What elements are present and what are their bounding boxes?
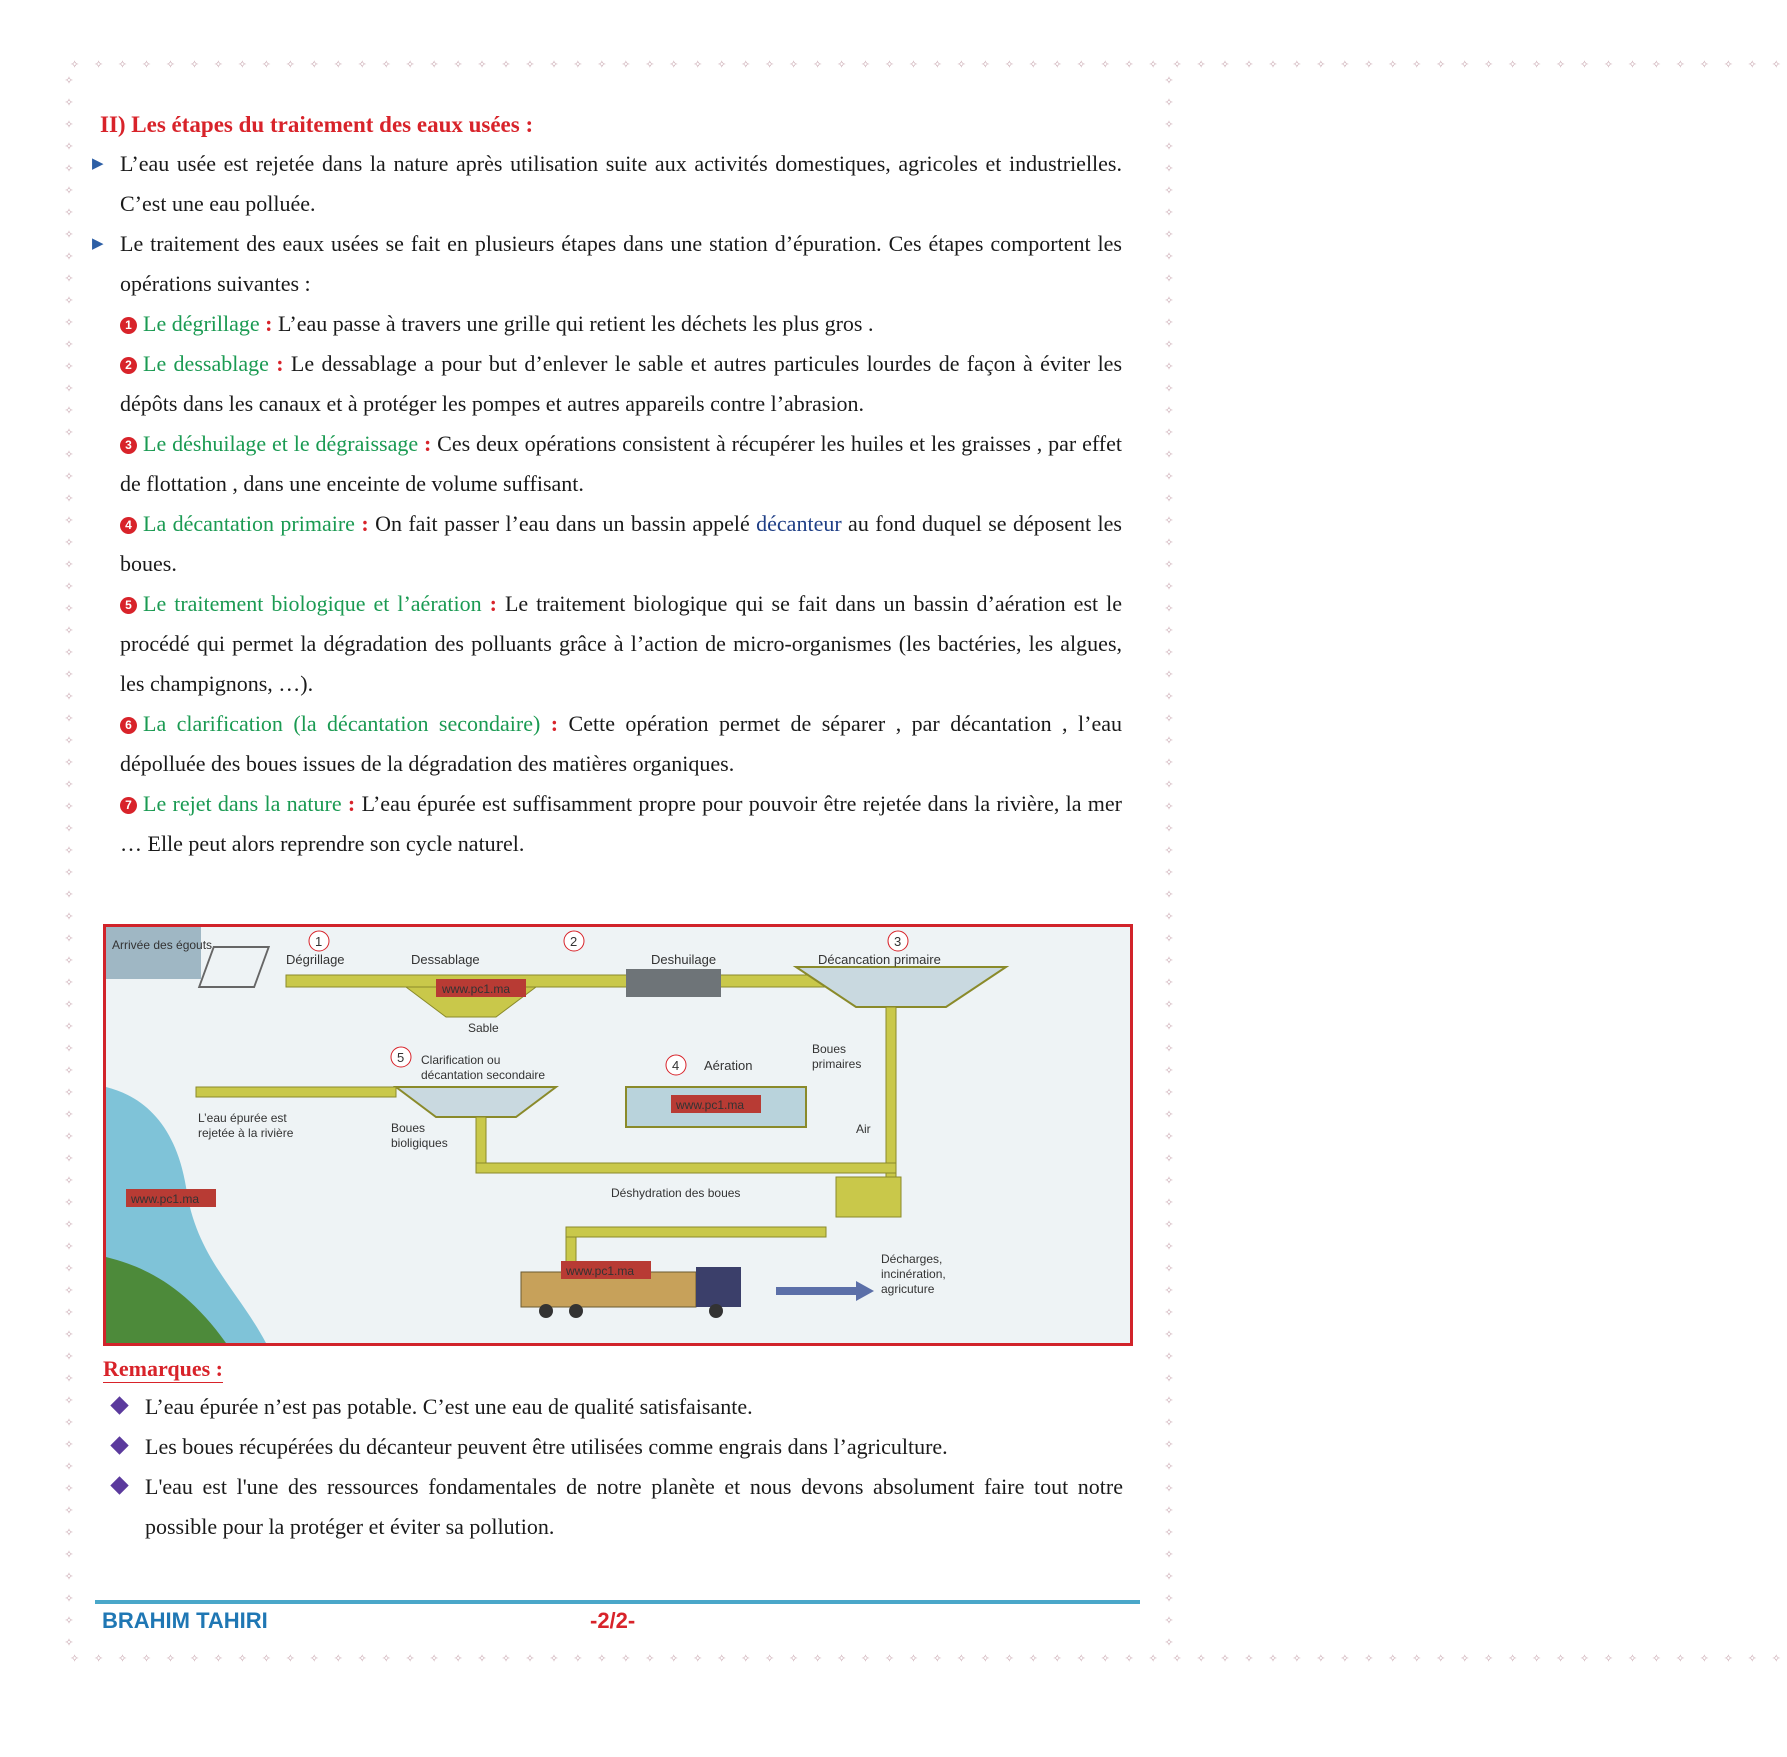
step-text-end: au fond duquel se déposent les boues.	[120, 511, 1122, 576]
label-decancation: Décancation primaire	[818, 952, 941, 967]
step-number-badge: 2	[120, 357, 137, 374]
step-label: Le dessablage	[143, 351, 269, 376]
step-4: 4 La décantation primaire : On fait passer l’eau dans un bassin appelé décanteur au fond duquel se déposent les boues.	[120, 511, 1122, 576]
step-text: Ces deux opérations consistent à récupérer les huiles et les graisses , par effet de flottation , dans une enceinte de volume suffisant.	[120, 431, 1122, 496]
remarks-section	[103, 1356, 1123, 1547]
intro-paragraph-2: ▶ Le traitement des eaux usées se fait en plusieurs étapes dans une station d’épuration. Ces étapes comportent les opérations suivantes :	[100, 224, 1122, 304]
decorative-border-top: ✧ ✧ ✧ ✧ ✧ ✧ ✧ ✧ ✧ ✧ ✧ ✧ ✧ ✧ ✧ ✧ ✧ ✧ ✧ ✧ ✧ ✧ ✧ ✧ ✧ ✧ ✧ ✧ ✧ ✧ ✧ ✧ ✧ ✧ ✧ ✧ ✧ ✧ ✧ ✧ ✧ ✧ ✧ ✧ ✧ ✧ ✧ ✧ ✧ ✧ ✧ ✧ ✧ ✧ ✧ ✧ ✧ ✧ ✧ ✧ ✧ ✧ ✧ ✧ ✧ ✧ ✧ ✧ ✧ ✧ ✧ ✧	[70, 59, 1787, 71]
svg-text:5: 5	[397, 1050, 405, 1065]
label-dessablage: Dessablage	[411, 952, 480, 967]
svg-text:primaires: primaires	[812, 1057, 862, 1071]
svg-text:agricuture: agricuture	[881, 1282, 935, 1296]
svg-text:4: 4	[672, 1058, 680, 1073]
step-number-badge: 5	[120, 597, 137, 614]
svg-text:www.pc1.ma: www.pc1.ma	[442, 982, 511, 996]
svg-text:www.pc1.ma: www.pc1.ma	[131, 1192, 200, 1206]
step-number-badge: 1	[120, 317, 137, 334]
step-6: 6 La clarification (la décantation secondaire) : Cette opération permet de séparer , par décantation , l’eau dépolluée des boues issues de la dégradation des matières organiques.	[120, 711, 1122, 776]
step-text: L’eau passe à travers une grille qui retient les déchets les plus gros .	[278, 311, 874, 336]
triangle-bullet-icon: ▶	[92, 236, 104, 252]
step-highlight-term: décanteur	[756, 511, 842, 536]
label-air: Air	[856, 1122, 871, 1136]
svg-text:3: 3	[894, 934, 902, 949]
svg-text:bioligiques: bioligiques	[391, 1136, 448, 1150]
footer-divider	[95, 1600, 1140, 1604]
step-5: 5 Le traitement biologique et l’aération : Le traitement biologique qui se fait dans un bassin d’aération est le procédé qui permet la dégradation des polluants grâce à l’action de micro-organismes (les bactéries, les algues, les champignons, …).	[120, 591, 1122, 696]
svg-text:www.pc1.ma: www.pc1.ma	[676, 1098, 745, 1112]
svg-text:1: 1	[315, 934, 323, 949]
footer-author: BRAHIM TAHIRI	[102, 1608, 268, 1633]
return-pipe	[476, 1163, 896, 1173]
arrow-decharges-icon	[776, 1287, 856, 1295]
footer-page-number: -2/2-	[590, 1608, 636, 1633]
step-label: Le traitement biologique et l’aération	[143, 591, 482, 616]
diamond-bullet-icon	[110, 1476, 128, 1494]
section-title: II) Les étapes du traitement des eaux usées :	[100, 112, 534, 137]
label-boues-biologiques: Boues	[391, 1121, 426, 1135]
decorative-border-bottom: ✧ ✧ ✧ ✧ ✧ ✧ ✧ ✧ ✧ ✧ ✧ ✧ ✧ ✧ ✧ ✧ ✧ ✧ ✧ ✧ ✧ ✧ ✧ ✧ ✧ ✧ ✧ ✧ ✧ ✧ ✧ ✧ ✧ ✧ ✧ ✧ ✧ ✧ ✧ ✧ ✧ ✧ ✧ ✧ ✧ ✧ ✧ ✧ ✧ ✧ ✧ ✧ ✧ ✧ ✧ ✧ ✧ ✧ ✧ ✧ ✧ ✧ ✧ ✧ ✧ ✧ ✧ ✧ ✧ ✧ ✧ ✧	[70, 1653, 1787, 1665]
svg-text:2: 2	[570, 934, 578, 949]
sewer-pipe	[106, 927, 201, 979]
step-label: Le déshuilage et le dégraissage	[143, 431, 419, 456]
step-3: 3 Le déshuilage et le dégraissage : Ces deux opérations consistent à récupérer les huiles et les graisses , par effet de flottation , dans une enceinte de volume suffisant.	[120, 431, 1122, 496]
treatment-plant-diagram	[103, 924, 1133, 1346]
label-boues-primaires: Boues	[812, 1042, 847, 1056]
remark-item: L'eau est l'une des ressources fondamentales de notre planète et nous devons absolument faire tout notre possible pour la protéger et éviter sa pollution.	[103, 1467, 1123, 1547]
diamond-bullet-icon	[110, 1396, 128, 1414]
decorative-border-left: ✧ ✧ ✧ ✧ ✧ ✧ ✧ ✧ ✧ ✧ ✧ ✧ ✧ ✧ ✧ ✧ ✧ ✧ ✧ ✧ ✧ ✧ ✧ ✧ ✧ ✧ ✧ ✧ ✧ ✧ ✧ ✧ ✧ ✧ ✧ ✧ ✧ ✧ ✧ ✧ ✧ ✧ ✧ ✧ ✧ ✧ ✧ ✧ ✧ ✧ ✧ ✧ ✧ ✧ ✧ ✧ ✧ ✧ ✧ ✧ ✧ ✧ ✧ ✧ ✧ ✧ ✧ ✧ ✧ ✧ ✧ ✧	[64, 75, 74, 1649]
label-degrillage: Dégrillage	[286, 952, 345, 967]
remark-item: L’eau épurée n’est pas potable. C’est une eau de qualité satisfaisante.	[103, 1387, 1123, 1427]
sludge-tank	[836, 1177, 901, 1217]
step-number-badge: 4	[120, 517, 137, 534]
step-text: Cette opération permet de séparer , par décantation , l’eau dépolluée des boues issues de la dégradation des matières organiques.	[120, 711, 1122, 776]
truck-cab-icon	[696, 1267, 741, 1307]
main-channel	[286, 975, 886, 987]
label-deshuilage: Deshuilage	[651, 952, 717, 967]
deshuilage-tank	[626, 969, 721, 997]
step-label: La décantation primaire	[143, 511, 355, 536]
svg-text:rejetée à la rivière: rejetée à la rivière	[198, 1126, 294, 1140]
label-arrivee: Arrivée des égouts	[112, 938, 213, 952]
step-label: Le dégrillage	[143, 311, 260, 336]
svg-text:www.pc1.ma: www.pc1.ma	[566, 1264, 635, 1278]
label-decharges: Décharges,	[881, 1252, 943, 1266]
label-aeration: Aération	[704, 1058, 753, 1073]
label-eau-epuree: L’eau épurée est	[198, 1111, 287, 1125]
dehydration-belt	[566, 1227, 826, 1237]
label-clarification: Clarification ou	[421, 1053, 501, 1067]
svg-text:décantation secondaire: décantation secondaire	[421, 1068, 546, 1082]
step-text: Le dessablage a pour but d’enlever le sable et autres particules lourdes de façon à éviter les dépôts dans les canaux et à protéger les pompes et autres appareils contre l’abrasion.	[120, 351, 1123, 416]
remark-item: Les boues récupérées du décanteur peuvent être utilisées comme engrais dans l’agriculture.	[103, 1427, 1123, 1467]
step-number-badge: 6	[120, 717, 137, 734]
step-number-badge: 7	[120, 797, 137, 814]
label-sable: Sable	[468, 1021, 499, 1035]
label-deshydratation: Déshydration des boues	[611, 1186, 741, 1200]
remarks-title: Remarques :	[103, 1356, 223, 1381]
step-2: 2 Le dessablage : Le dessablage a pour but d’enlever le sable et autres particules lourdes de façon à éviter les dépôts dans les canaux et à protéger les pompes et autres appareils contre l’abrasion.	[120, 351, 1123, 416]
step-label: La clarification (la décantation secondaire)	[143, 711, 541, 736]
main-content	[92, 112, 1123, 864]
step-label: Le rejet dans la nature	[143, 791, 342, 816]
step-text: L’eau épurée est suffisamment propre pour pouvoir être rejetée dans la rivière, la mer … Elle peut alors reprendre son cycle naturel.	[120, 791, 1123, 856]
diamond-bullet-icon	[110, 1436, 128, 1454]
decorative-border-right: ✧ ✧ ✧ ✧ ✧ ✧ ✧ ✧ ✧ ✧ ✧ ✧ ✧ ✧ ✧ ✧ ✧ ✧ ✧ ✧ ✧ ✧ ✧ ✧ ✧ ✧ ✧ ✧ ✧ ✧ ✧ ✧ ✧ ✧ ✧ ✧ ✧ ✧ ✧ ✧ ✧ ✧ ✧ ✧ ✧ ✧ ✧ ✧ ✧ ✧ ✧ ✧ ✧ ✧ ✧ ✧ ✧ ✧ ✧ ✧ ✧ ✧ ✧ ✧ ✧ ✧ ✧ ✧ ✧ ✧ ✧ ✧	[1164, 75, 1174, 1649]
step-1: 1 Le dégrillage : L’eau passe à travers une grille qui retient les déchets les plus gros .	[100, 304, 1122, 344]
svg-text:incinération,: incinération,	[881, 1267, 946, 1281]
step-number-badge: 3	[120, 437, 137, 454]
intro-paragraph-1: ▶ L’eau usée est rejetée dans la nature après utilisation suite aux activités domestiques, agricoles et industrielles. C’est une eau polluée.	[100, 144, 1122, 224]
step-text: Le traitement biologique qui se fait dans un bassin d’aération est le procédé qui permet la dégradation des polluants grâce à l’action de micro-organismes (les bactéries, les algues, les champignons, …).	[120, 591, 1122, 696]
step-text: On fait passer l’eau dans un bassin appelé	[375, 511, 757, 536]
outlet-pipe	[196, 1087, 396, 1097]
triangle-bullet-icon: ▶	[92, 156, 104, 172]
step-7: 7 Le rejet dans la nature : L’eau épurée est suffisamment propre pour pouvoir être rejetée dans la rivière, la mer … Elle peut alors reprendre son cycle naturel.	[120, 791, 1123, 856]
